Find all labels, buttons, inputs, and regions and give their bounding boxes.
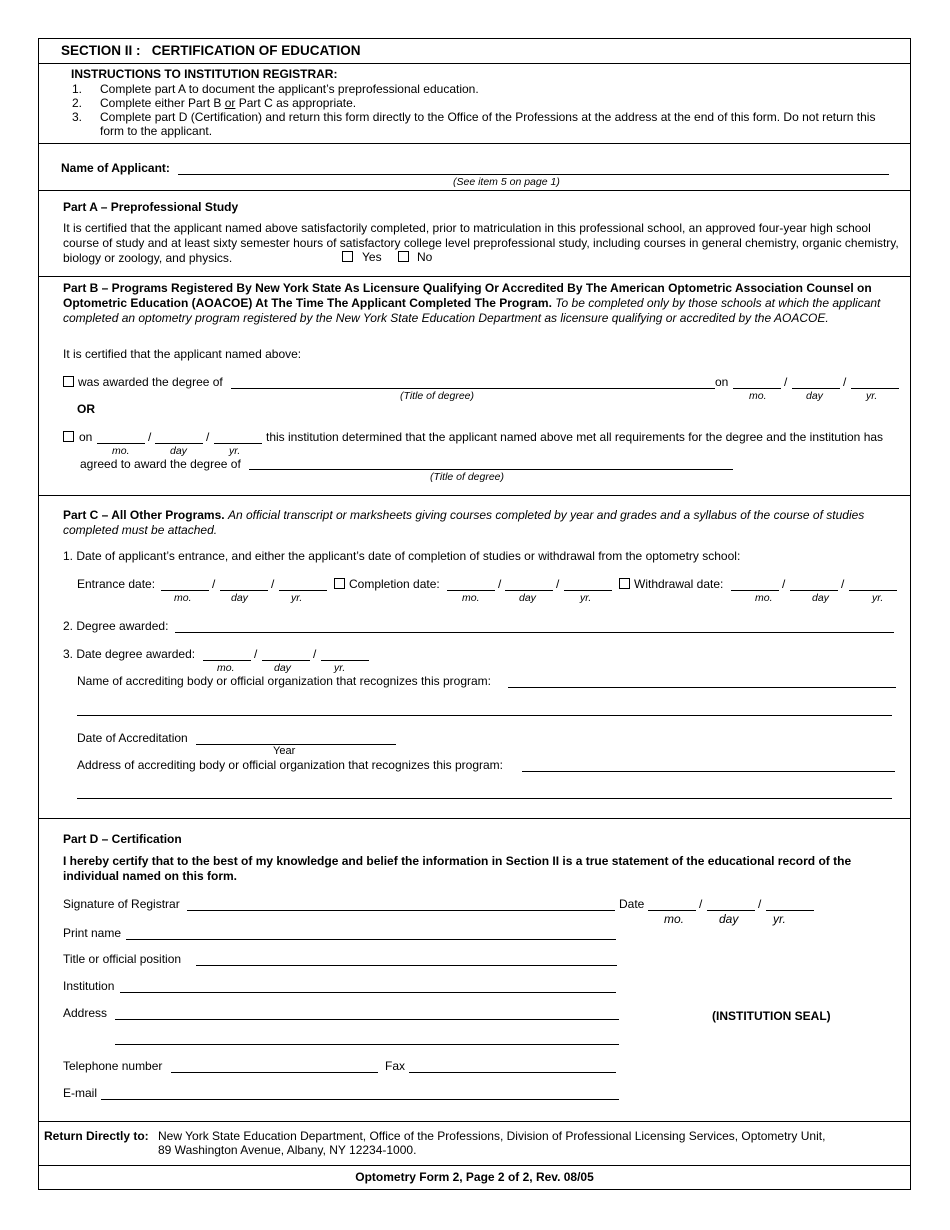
month-field[interactable]: [733, 388, 781, 389]
date-slash: /: [271, 577, 275, 591]
month-field[interactable]: [97, 443, 145, 444]
part-c-question-1: 1. Date of applicant’s entrance, and either the applicant’s date of completion of studies or withdrawal from the optometry school:: [63, 549, 741, 563]
month-caption: mo.: [755, 592, 773, 604]
date-label: Date: [619, 897, 645, 911]
instruction-text: Complete either Part B or Part C as appropriate.: [100, 96, 357, 110]
date-slash: /: [699, 897, 703, 911]
entrance-label: Entrance date:: [77, 577, 156, 591]
agreed-degree-field[interactable]: [249, 469, 733, 470]
date-slash: /: [556, 577, 560, 591]
year-caption: yr.: [866, 390, 878, 402]
day-field[interactable]: [262, 660, 310, 661]
date-slash: /: [254, 647, 258, 661]
on-label: on: [715, 375, 729, 389]
accrediting-address-label: Address of accrediting body or official organization that recognizes this program:: [77, 758, 504, 772]
email-field[interactable]: [101, 1099, 619, 1100]
year-caption: yr.: [773, 912, 786, 926]
accrediting-name-field[interactable]: [508, 687, 896, 688]
year-caption: yr.: [291, 592, 303, 604]
day-caption: day: [231, 592, 248, 604]
yes-label: Yes: [362, 250, 382, 264]
year-field[interactable]: [321, 660, 369, 661]
part-b-certified: It is certified that the applicant named above:: [63, 347, 302, 361]
accreditation-year-field[interactable]: [196, 744, 396, 745]
section-title: SECTION II : CERTIFICATION OF EDUCATION: [61, 43, 361, 58]
agreed-label: agreed to award the degree of: [80, 457, 241, 471]
no-label: No: [417, 250, 433, 264]
divider: [38, 143, 911, 144]
determined-checkbox[interactable]: [63, 431, 74, 442]
month-caption: mo.: [217, 662, 235, 674]
instruction-text: Complete part D (Certification) and return this form directly to the Office of the Professions at the address at the end of this form. Do not return this form to the applicant.: [100, 110, 876, 138]
date-slash: /: [841, 577, 845, 591]
applicant-label: Name of Applicant:: [61, 161, 170, 175]
completion-label: Completion date:: [349, 577, 440, 591]
divider: [38, 1165, 911, 1166]
address-field[interactable]: [115, 1019, 619, 1020]
date-slash: /: [148, 430, 152, 444]
divider: [38, 276, 911, 277]
divider: [38, 63, 911, 64]
return-label: Return Directly to:: [44, 1129, 149, 1143]
month-field[interactable]: [161, 590, 209, 591]
telephone-field[interactable]: [171, 1072, 378, 1073]
year-field[interactable]: [766, 910, 814, 911]
part-c-question-3: 3. Date degree awarded:: [63, 647, 196, 661]
accrediting-name-label: Name of accrediting body or official organization that recognizes this program:: [77, 674, 491, 688]
no-checkbox[interactable]: [398, 251, 409, 262]
yes-checkbox[interactable]: [342, 251, 353, 262]
day-field[interactable]: [790, 590, 838, 591]
date-slash: /: [212, 577, 216, 591]
withdrawal-label: Withdrawal date:: [634, 577, 724, 591]
day-caption: day: [170, 445, 187, 457]
instruction-text: Complete part A to document the applicant’s preprofessional education.: [100, 82, 479, 96]
fax-label: Fax: [385, 1059, 406, 1073]
year-caption: yr.: [580, 592, 592, 604]
accrediting-address-field[interactable]: [522, 771, 895, 772]
accrediting-address-field-continued[interactable]: [77, 798, 892, 799]
awarded-label: was awarded the degree of: [78, 375, 223, 389]
signature-label: Signature of Registrar: [63, 897, 180, 911]
awarded-checkbox[interactable]: [63, 376, 74, 387]
year-field[interactable]: [214, 443, 262, 444]
date-slash: /: [206, 430, 210, 444]
completion-checkbox[interactable]: [334, 578, 345, 589]
degree-title-field[interactable]: [231, 388, 715, 389]
year-caption: yr.: [334, 662, 346, 674]
part-b-title: Part B – Programs Registered By New York State As Licensure Qualifying Or Accredited By The American Optometric Association Counsel on Optometric Education (AOACOE) At The Time The Applicant Completed The Program. To be completed only by those schools at which the applicant completed an optometry program registered by the New York State Education Department as licensure qualifying or accredited by the AOACOE.: [63, 281, 881, 325]
title-position-label: Title or official position: [63, 952, 182, 966]
instruction-number: 2.: [72, 96, 83, 110]
month-field[interactable]: [648, 910, 696, 911]
institution-label: Institution: [63, 979, 115, 993]
on-label: on: [79, 430, 93, 444]
degree-title-caption: (Title of degree): [400, 390, 475, 402]
date-slash: /: [843, 375, 847, 389]
date-slash: /: [313, 647, 317, 661]
degree-title-caption: (Title of degree): [430, 471, 505, 483]
day-field[interactable]: [707, 910, 755, 911]
part-c-question-2: 2. Degree awarded:: [63, 619, 169, 633]
day-caption: day: [812, 592, 829, 604]
part-a-title: Part A – Preprofessional Study: [63, 200, 239, 214]
determined-text: this institution determined that the applicant named above met all requirements for the degree and the institution has: [266, 430, 884, 444]
month-caption: mo.: [462, 592, 480, 604]
date-slash: /: [782, 577, 786, 591]
part-d-statement: I hereby certify that to the best of my knowledge and belief the information in Section II is a true statement of the educational record of the individual named on this form.: [63, 854, 852, 883]
day-field[interactable]: [792, 388, 840, 389]
year-caption: yr.: [229, 445, 241, 457]
date-slash: /: [498, 577, 502, 591]
day-caption: day: [719, 912, 739, 926]
instruction-number: 1.: [72, 82, 83, 96]
withdrawal-checkbox[interactable]: [619, 578, 630, 589]
day-field[interactable]: [155, 443, 203, 444]
degree-awarded-field[interactable]: [175, 632, 894, 633]
part-a-text: It is certified that the applicant named above satisfactorily completed, prior to matriculation in this professional school, an approved four-year high school course of study and at least sixty semester hours of satisfactory college level preprofessional study, including courses in general chemistry, organic chemistry, biology or zoology, and physics.: [63, 221, 899, 265]
instruction-number: 3.: [72, 110, 83, 124]
email-label: E-mail: [63, 1086, 98, 1100]
day-field[interactable]: [505, 590, 553, 591]
year-field[interactable]: [279, 590, 327, 591]
month-field[interactable]: [731, 590, 779, 591]
form-footer: Optometry Form 2, Page 2 of 2, Rev. 08/05: [355, 1170, 594, 1184]
month-caption: mo.: [749, 390, 767, 402]
address-field-continued[interactable]: [115, 1044, 619, 1045]
day-caption: day: [806, 390, 823, 402]
year-field[interactable]: [851, 388, 899, 389]
telephone-label: Telephone number: [63, 1059, 163, 1073]
year-field[interactable]: [849, 590, 897, 591]
title-position-field[interactable]: [196, 965, 617, 966]
year-field[interactable]: [564, 590, 612, 591]
signature-field[interactable]: [187, 910, 615, 911]
part-c-title: Part C – All Other Programs. An official transcript or marksheets giving courses completed by year and grades and a syllabus of the course of studies completed must be attached.: [63, 508, 865, 537]
instructions-heading: INSTRUCTIONS TO INSTITUTION REGISTRAR:: [71, 67, 338, 81]
part-d-title: Part D – Certification: [63, 832, 182, 846]
date-slash: /: [784, 375, 788, 389]
month-field[interactable]: [447, 590, 495, 591]
month-caption: mo.: [664, 912, 685, 926]
address-label: Address: [63, 1006, 108, 1020]
return-address-line-1: New York State Education Department, Office of the Professions, Division of Professional Licensing Services, Optometry Unit,: [158, 1129, 826, 1143]
year-caption: yr.: [872, 592, 884, 604]
day-caption: day: [519, 592, 536, 604]
accrediting-name-field-continued[interactable]: [77, 715, 892, 716]
accreditation-date-label: Date of Accreditation: [77, 731, 188, 745]
divider: [38, 190, 911, 191]
print-name-field[interactable]: [126, 939, 616, 940]
or-label: OR: [77, 402, 95, 416]
date-slash: /: [758, 897, 762, 911]
fax-field[interactable]: [409, 1072, 616, 1073]
institution-seal-label: (INSTITUTION SEAL): [712, 1009, 831, 1023]
day-field[interactable]: [220, 590, 268, 591]
print-name-label: Print name: [63, 926, 122, 940]
month-caption: mo.: [112, 445, 130, 457]
return-address-line-2: 89 Washington Avenue, Albany, NY 12234-1000.: [158, 1143, 417, 1157]
year-caption: Year: [273, 745, 296, 757]
divider: [38, 495, 911, 496]
applicant-name-field[interactable]: [178, 174, 889, 175]
divider: [38, 1121, 911, 1122]
divider: [38, 818, 911, 819]
applicant-note: (See item 5 on page 1): [453, 176, 560, 188]
month-caption: mo.: [174, 592, 192, 604]
month-field[interactable]: [203, 660, 251, 661]
day-caption: day: [274, 662, 291, 674]
institution-field[interactable]: [120, 992, 616, 993]
